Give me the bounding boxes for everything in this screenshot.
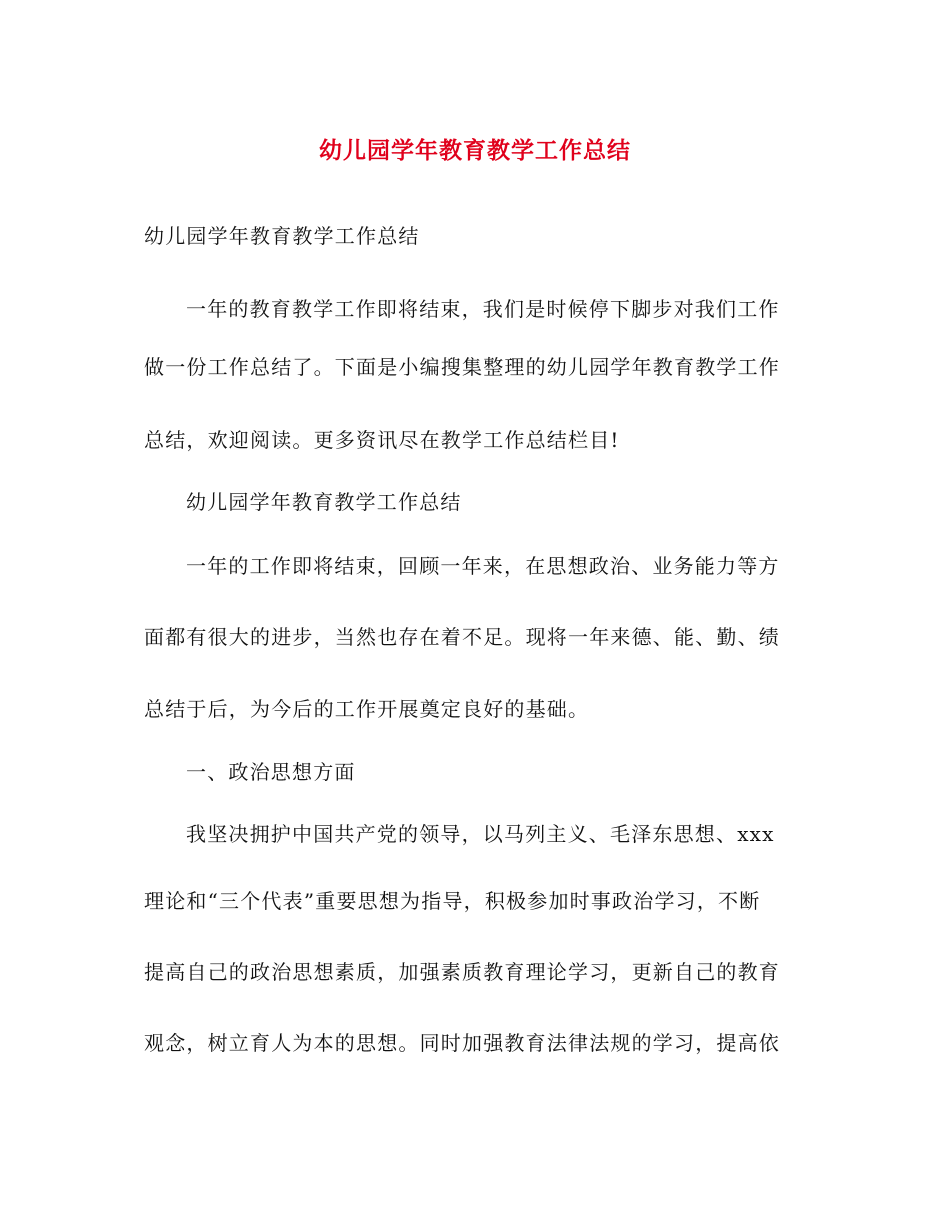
text-line: 面都有很大的进步，当然也存在着不足。现将一年来德、能、勤、绩 xyxy=(144,625,780,649)
text-line: 做一份工作总结了。下面是小编搜集整理的幼儿园学年教育教学工作 xyxy=(144,355,780,379)
text-line: 观念，树立育人为本的思想。同时加强教育法律法规的学习，提高依 xyxy=(144,1031,780,1055)
text-line: 一年的教育教学工作即将结束，我们是时候停下脚步对我们工作 xyxy=(186,297,780,321)
text-line: 我坚决拥护中国共产党的领导，以马列主义、毛泽东思想、xxx xyxy=(186,822,775,846)
text-line: 一、政治思想方面 xyxy=(186,760,356,784)
text-line: 总结，欢迎阅读。更多资讯尽在教学工作总结栏目! xyxy=(144,428,620,452)
document-title: 幼儿园学年教育教学工作总结 xyxy=(319,137,631,164)
text-line: 一年的工作即将结束，回顾一年来，在思想政治、业务能力等方 xyxy=(186,554,780,578)
text-line: 总结于后，为今后的工作开展奠定良好的基础。 xyxy=(144,697,590,721)
text-line: 提高自己的政治思想素质，加强素质教育理论学习，更新自己的教育 xyxy=(144,960,780,984)
text-line: 幼儿园学年教育教学工作总结 xyxy=(186,490,462,514)
text-line: 理论和“三个代表”重要思想为指导，积极参加时事政治学习，不断 xyxy=(144,889,761,913)
text-line: 幼儿园学年教育教学工作总结 xyxy=(144,224,420,248)
